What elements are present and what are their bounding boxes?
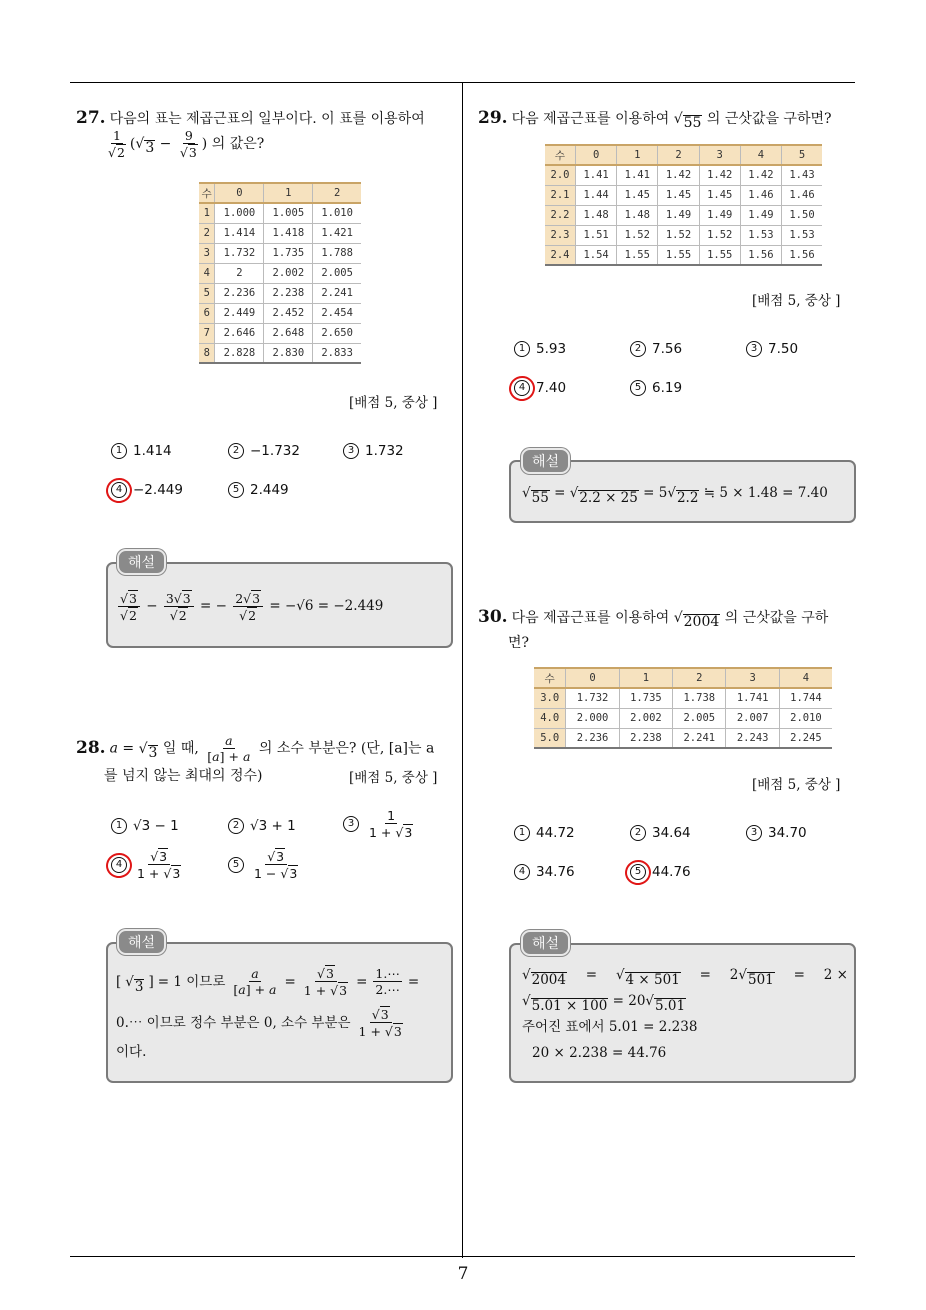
answer-circle-icon <box>104 850 135 880</box>
question-number: 27. <box>76 108 106 128</box>
table-cell: 1.005 <box>264 203 313 223</box>
table-cell: 1.52 <box>617 225 658 245</box>
option-2[interactable]: 2 7.56 <box>630 341 682 357</box>
table-cell: 2.010 <box>779 708 832 728</box>
circled-1-icon: 1 <box>111 443 127 459</box>
table-header-cell: 0 <box>215 183 264 203</box>
table-row-header: 1 <box>199 203 215 223</box>
table-cell: 2.241 <box>673 728 726 748</box>
option-2[interactable]: 2 34.64 <box>630 825 691 841</box>
table-cell: 1.42 <box>740 165 781 185</box>
table-cell: 1.53 <box>740 225 781 245</box>
table-cell: 1.744 <box>779 688 832 708</box>
table-cell: 1.46 <box>782 185 822 205</box>
question-28-line2: 를 넘지 않는 최대의 정수) <box>104 768 263 784</box>
option-1[interactable]: 1 √3 − 1 <box>111 818 179 834</box>
question-number: 28. <box>76 737 106 758</box>
table-header-cell: 4 <box>779 668 832 688</box>
table-cell: 1.51 <box>576 225 617 245</box>
answer-circle-icon <box>104 476 135 506</box>
table-row-header: 4.0 <box>534 708 566 728</box>
option-2[interactable]: 2 √3 + 1 <box>228 818 296 834</box>
table-header-cell: 2 <box>673 668 726 688</box>
table-header-cell: 3 <box>726 668 779 688</box>
circled-4-icon: 4 <box>514 864 530 880</box>
table-header-cell: 1 <box>619 668 672 688</box>
table-cell: 1.48 <box>576 205 617 225</box>
table-cell: 1.50 <box>782 205 822 225</box>
option-1[interactable]: 1 1.414 <box>111 443 172 459</box>
table-row-header: 4 <box>199 263 215 283</box>
answer-circle-icon <box>507 374 538 404</box>
solution-tag: 해설 <box>117 929 166 955</box>
option-3[interactable]: 3 1.732 <box>343 443 404 459</box>
table-cell: 1.55 <box>658 245 699 265</box>
table-header-cell: 0 <box>576 145 617 165</box>
table-cell: 1.45 <box>658 185 699 205</box>
option-1[interactable]: 1 44.72 <box>514 825 575 841</box>
table-cell: 1.421 <box>313 223 361 243</box>
solution-tag: 해설 <box>117 549 166 575</box>
table-header-cell: 2 <box>313 183 361 203</box>
table-row-header: 8 <box>199 343 215 363</box>
table-header-cell: 0 <box>566 668 619 688</box>
option-4[interactable]: 4 −2.449 <box>111 482 183 498</box>
table-cell: 2.000 <box>566 708 619 728</box>
table-cell: 1.732 <box>566 688 619 708</box>
table-cell: 1.49 <box>699 205 740 225</box>
table-cell: 1.000 <box>215 203 264 223</box>
circled-4-icon: 4 <box>514 380 530 396</box>
table-row-header: 2.1 <box>545 185 576 205</box>
table-header-cell: 5 <box>782 145 822 165</box>
table-row-header: 3 <box>199 243 215 263</box>
table-row <box>545 245 822 265</box>
table-cell: 1.732 <box>215 243 264 263</box>
table-row-header: 7 <box>199 323 215 343</box>
table-cell: 1.735 <box>619 688 672 708</box>
circled-1-icon: 1 <box>514 341 530 357</box>
table-row <box>545 165 822 185</box>
table-header-cell: 수 <box>199 183 215 203</box>
table-cell: 2.236 <box>566 728 619 748</box>
circled-3-icon: 3 <box>343 816 359 832</box>
table-cell: 1.41 <box>576 165 617 185</box>
table-cell: 1.738 <box>673 688 726 708</box>
table-row <box>545 185 822 205</box>
table-cell: 2.243 <box>726 728 779 748</box>
table-header-cell: 4 <box>740 145 781 165</box>
table-cell: 2.238 <box>619 728 672 748</box>
table-cell: 1.52 <box>658 225 699 245</box>
circled-3-icon: 3 <box>343 443 359 459</box>
table-cell: 2.828 <box>215 343 264 363</box>
question-30-line2: 면? <box>508 635 530 651</box>
table-cell: 2.245 <box>779 728 832 748</box>
score-label: [배점 5, 중상 ] <box>752 777 841 793</box>
table-header-cell: 수 <box>545 145 576 165</box>
circled-4-icon: 4 <box>111 482 127 498</box>
option-5[interactable]: 5 2.449 <box>228 482 289 498</box>
table-row-header: 2.0 <box>545 165 576 185</box>
question-28: 28. a = √ 3 일 때, $\frac{a}{[a] + a}$ 의 소수 부분은? (단, [a]는 a <box>76 733 435 764</box>
table-row <box>199 343 361 363</box>
table-cell: 2.005 <box>313 263 361 283</box>
table-row-header: 5.0 <box>534 728 566 748</box>
option-4[interactable]: 4 √ 3 1 + √ 3 <box>111 848 185 881</box>
table-cell: 2.238 <box>264 283 313 303</box>
column-divider <box>462 82 463 1258</box>
table-cell: 2.236 <box>215 283 264 303</box>
question-text: 다음의 표는 제곱근표의 일부이다. 이 표를 이용하여 <box>109 111 425 127</box>
table-row <box>545 225 822 245</box>
page-number: 7 <box>457 1264 469 1284</box>
solution-tag: 해설 <box>521 930 570 956</box>
circled-1-icon: 1 <box>111 818 127 834</box>
table-row-header: 5 <box>199 283 215 303</box>
table-row <box>199 263 361 283</box>
table-cell: 1.53 <box>782 225 822 245</box>
bottom-rule <box>70 1256 855 1257</box>
option-5[interactable]: 5 √ 3 1 − √ 3 <box>228 848 302 881</box>
table-row <box>199 303 361 323</box>
question-number: 29. <box>478 108 508 128</box>
table-cell: 1.52 <box>699 225 740 245</box>
table-row <box>199 243 361 263</box>
table-cell: 2.002 <box>264 263 313 283</box>
table-cell: 1.49 <box>740 205 781 225</box>
table-row-header: 6 <box>199 303 215 323</box>
table-cell: 1.42 <box>699 165 740 185</box>
table-cell: 1.43 <box>782 165 822 185</box>
table-cell: 2.449 <box>215 303 264 323</box>
table-cell: 2 <box>215 263 264 283</box>
square-root-table-29 <box>545 144 822 266</box>
solution-text-27: √ 3 √ 2 − 3 √ 3 √ 2 = − 2 √ 3 √ 2 = −√6 = −2.449 <box>120 591 384 623</box>
table-row-header: 2.4 <box>545 245 576 265</box>
table-cell: 2.648 <box>264 323 313 343</box>
circled-3-icon: 3 <box>746 825 762 841</box>
table-row-header: 3.0 <box>534 688 566 708</box>
table-cell: 1.55 <box>617 245 658 265</box>
table-header-cell: 3 <box>699 145 740 165</box>
question-29: 29. 다음 제곱근표를 이용하여 √ 55 의 근삿값을 구하면? <box>478 108 832 131</box>
option-3[interactable]: 3 7.50 <box>746 341 798 357</box>
square-root-table-27 <box>199 182 361 364</box>
table-row <box>545 205 822 225</box>
table-cell: 1.418 <box>264 223 313 243</box>
option-1[interactable]: 1 5.93 <box>514 341 566 357</box>
table-header-cell: 1 <box>264 183 313 203</box>
table-cell: 1.41 <box>617 165 658 185</box>
table-cell: 1.741 <box>726 688 779 708</box>
table-cell: 1.42 <box>658 165 699 185</box>
expression-suffix: 의 값은? <box>211 136 265 152</box>
table-row-header: 2.3 <box>545 225 576 245</box>
table-cell: 1.46 <box>740 185 781 205</box>
option-5[interactable]: 5 6.19 <box>630 380 682 396</box>
table-cell: 2.452 <box>264 303 313 323</box>
table-row <box>534 708 832 728</box>
table-header-cell: 2 <box>658 145 699 165</box>
score-label: [배점 5, 중상 ] <box>349 395 438 411</box>
score-label: [배점 5, 중상 ] <box>752 293 841 309</box>
option-3[interactable]: 3 34.70 <box>746 825 807 841</box>
table-cell: 1.788 <box>313 243 361 263</box>
table-cell: 1.735 <box>264 243 313 263</box>
table-cell: 1.56 <box>782 245 822 265</box>
table-cell: 1.44 <box>576 185 617 205</box>
table-row <box>199 323 361 343</box>
circled-2-icon: 2 <box>228 443 244 459</box>
square-root-table-30 <box>534 667 832 749</box>
table-cell: 2.005 <box>673 708 726 728</box>
circled-4-icon: 4 <box>111 857 127 873</box>
table-cell: 1.56 <box>740 245 781 265</box>
circled-5-icon: 5 <box>228 482 244 498</box>
circled-5-icon: 5 <box>630 380 646 396</box>
table-cell: 2.241 <box>313 283 361 303</box>
solution-text-29: √ 55 = √ 2.2 × 25 = 5 √ 2.2 ≒ 5 × 1.48 = 7.40 <box>522 485 828 506</box>
circled-2-icon: 2 <box>630 825 646 841</box>
table-cell: 2.650 <box>313 323 361 343</box>
question-30: 30. 다음 제곱근표를 이용하여 √ 2004 의 근삿값을 구하 <box>478 607 829 630</box>
circled-5-icon: 5 <box>630 864 646 880</box>
table-row-header: 2 <box>199 223 215 243</box>
question-number: 30. <box>478 607 508 627</box>
table-cell: 1.45 <box>699 185 740 205</box>
table-cell: 1.45 <box>617 185 658 205</box>
table-cell: 2.646 <box>215 323 264 343</box>
table-cell: 2.454 <box>313 303 361 323</box>
table-cell: 1.54 <box>576 245 617 265</box>
circled-3-icon: 3 <box>746 341 762 357</box>
circled-1-icon: 1 <box>514 825 530 841</box>
answer-circle-icon <box>623 858 654 888</box>
table-cell: 1.48 <box>617 205 658 225</box>
circled-2-icon: 2 <box>630 341 646 357</box>
option-4[interactable]: 4 34.76 <box>514 864 575 880</box>
table-cell: 2.007 <box>726 708 779 728</box>
table-row <box>534 728 832 748</box>
table-cell: 1.010 <box>313 203 361 223</box>
table-cell: 1.49 <box>658 205 699 225</box>
table-row-header: 2.2 <box>545 205 576 225</box>
table-row <box>199 203 361 223</box>
option-5[interactable]: 5 44.76 <box>630 864 691 880</box>
table-header-cell: 1 <box>617 145 658 165</box>
option-4[interactable]: 4 7.40 <box>514 380 566 396</box>
solution-tag: 해설 <box>521 448 570 474</box>
score-label: [배점 5, 중상 ] <box>349 770 438 786</box>
circled-2-icon: 2 <box>228 818 244 834</box>
table-cell: 1.414 <box>215 223 264 243</box>
circled-5-icon: 5 <box>228 857 244 873</box>
table-row <box>199 223 361 243</box>
solution-text-30: √ 2004 = √ 4 × 501 = 2 √ 501 = 2 × √ 5.01 × 100 = 20 √ 5.01 주어진 표에서 5.01 = 2.238 20 × 2.238 = 44.76 <box>522 967 848 1061</box>
table-cell: 2.833 <box>313 343 361 363</box>
solution-text-28: [ √ 3 ] = 1 이므로 $\frac{a}{[a] + a}$ = √ 3 1 + √ 3 = $\frac{1.\cdots}{2.\cdots}$ = 0.⋯ 이므로 정수 부분은 0, 소수 부분은 √ 3 1 + √ 3 이다. <box>116 966 420 1060</box>
option-2[interactable]: 2 −1.732 <box>228 443 300 459</box>
option-3[interactable]: 3 1 1 + √ 3 <box>343 808 417 840</box>
table-cell: 2.830 <box>264 343 313 363</box>
table-row <box>199 283 361 303</box>
table-cell: 1.55 <box>699 245 740 265</box>
table-header-cell: 수 <box>534 668 566 688</box>
table-cell: 2.002 <box>619 708 672 728</box>
question-27-expression: 1 √ 2 ( √ 3 − 9 √ 3 ) 의 값은? <box>108 128 265 160</box>
table-row <box>534 688 832 708</box>
